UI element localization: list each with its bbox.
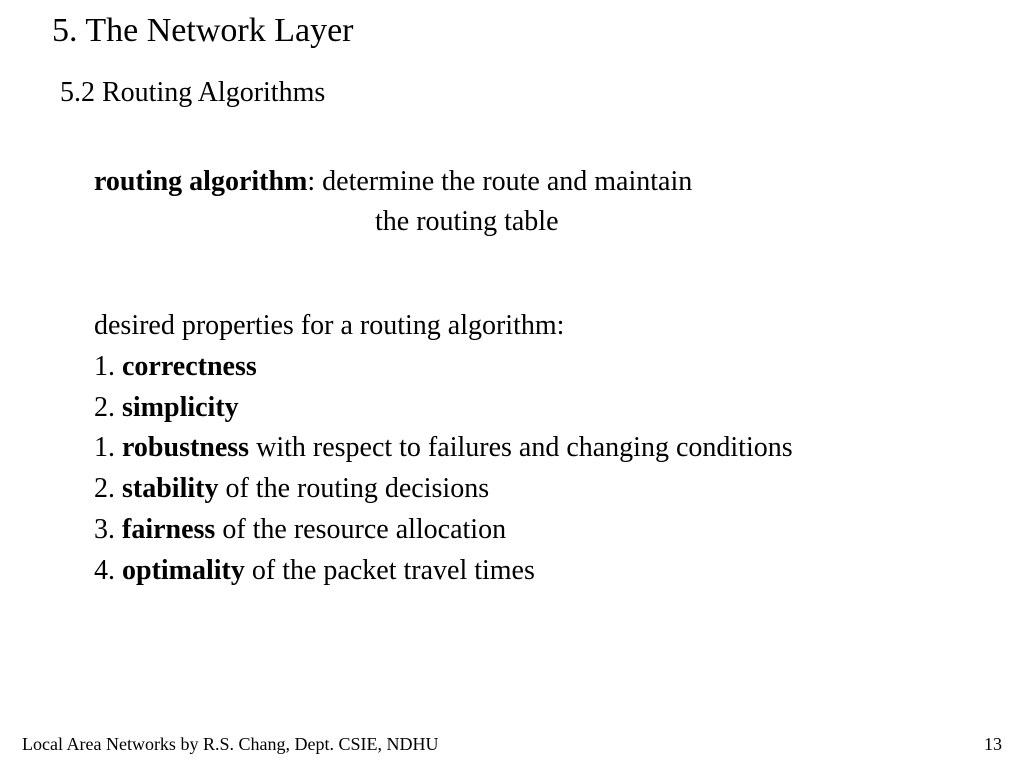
slide-subtitle: 5.2 Routing Algorithms (60, 77, 326, 108)
item-number: 1. (94, 350, 122, 382)
item-desc: of the resource allocation (215, 513, 507, 545)
item-term: robustness (122, 432, 250, 464)
footer-credit: Local Area Networks by R.S. Chang, Dept. CSIE, NDHU (22, 734, 439, 754)
item-term: correctness (122, 350, 257, 382)
slide-title: 5. The Network Layer (52, 12, 354, 49)
list-item (94, 388, 793, 429)
definition-text-1: : determine the route and maintain (307, 166, 693, 197)
item-number: 1. (94, 432, 122, 464)
definition-line-1 (94, 162, 692, 202)
page-number: 13 (984, 734, 1002, 754)
properties-list (94, 306, 793, 592)
item-desc: with respect to failures and changing conditions (249, 432, 793, 464)
list-item (94, 469, 793, 510)
properties-intro: desired properties for a routing algorithm: (94, 310, 565, 341)
item-number: 2. (94, 391, 122, 423)
list-item (94, 428, 793, 469)
item-term: optimality (122, 554, 245, 586)
item-term: stability (122, 473, 219, 505)
item-number: 3. (94, 513, 122, 545)
list-item (94, 510, 793, 551)
list-item (94, 551, 793, 592)
item-number: 2. (94, 473, 122, 505)
item-desc: of the routing decisions (218, 473, 490, 505)
item-number: 4. (94, 554, 122, 586)
item-desc: of the packet travel times (244, 554, 535, 586)
definition-line-2: the routing table (375, 206, 559, 237)
definition-term: routing algorithm (94, 166, 308, 197)
item-term: simplicity (122, 391, 239, 423)
definition-block (94, 162, 692, 242)
item-term: fairness (122, 513, 216, 545)
list-item (94, 347, 793, 388)
